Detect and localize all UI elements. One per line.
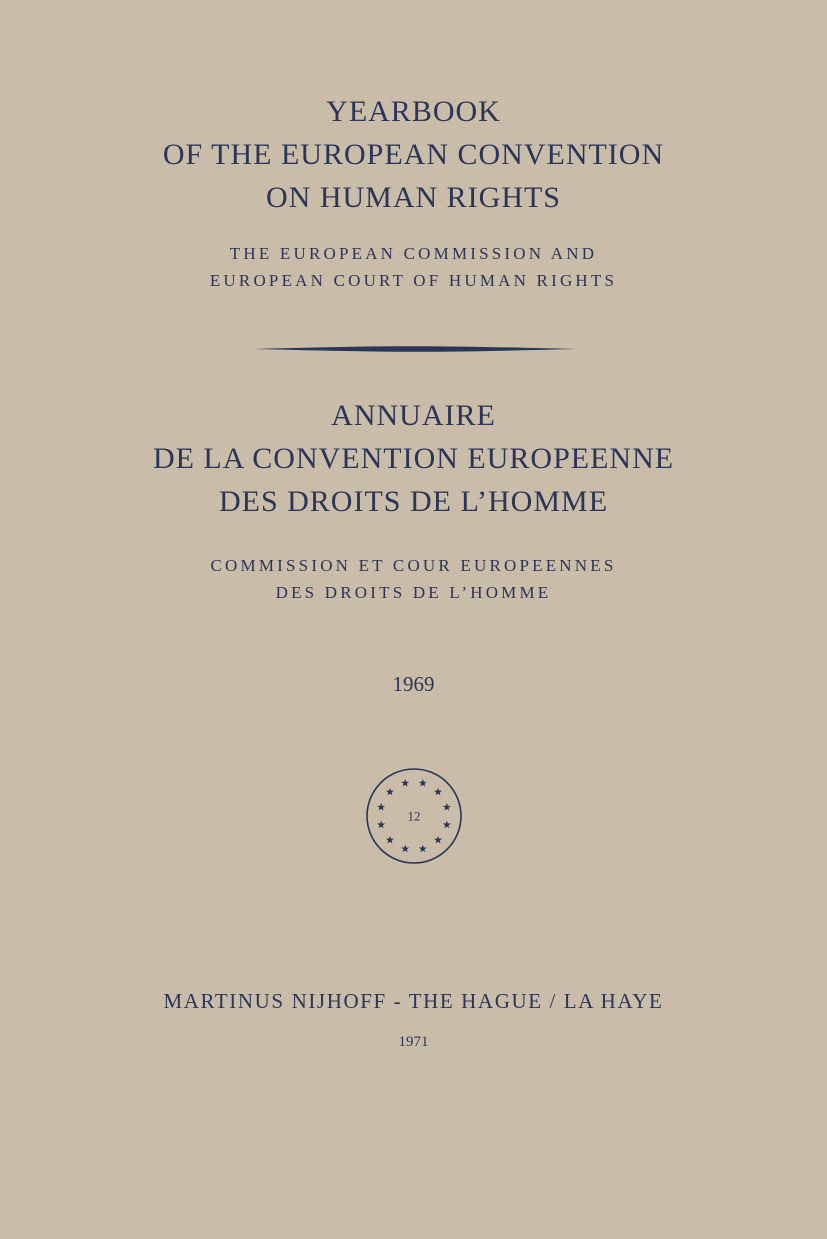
french-title-line-3: DES DROITS DE L’HOMME xyxy=(218,485,609,518)
english-title-line-1: YEARBOOK xyxy=(326,95,501,128)
publisher: MARTINUS NIJHOFF - THE HAGUE / LA HAYE xyxy=(163,989,664,1013)
star-icon xyxy=(377,821,385,829)
volume-year: 1969 xyxy=(392,672,435,696)
star-icon xyxy=(386,836,394,844)
star-icon xyxy=(401,845,409,853)
english-title-line-3: ON HUMAN RIGHTS xyxy=(265,181,561,214)
emblem-number: 12 xyxy=(407,808,421,824)
french-title-line-1: ANNUAIRE xyxy=(331,399,496,432)
english-subtitle-line-2: EUROPEAN COURT OF HUMAN RIGHTS xyxy=(209,271,618,290)
star-icon xyxy=(419,845,427,853)
star-icon xyxy=(401,779,409,787)
english-title-line-2: OF THE EUROPEAN CONVENTION xyxy=(162,138,665,171)
star-icon xyxy=(443,803,451,811)
council-of-europe-emblem xyxy=(364,766,464,866)
star-icon xyxy=(377,803,385,811)
decorative-rule xyxy=(252,343,576,355)
star-icon xyxy=(419,779,427,787)
star-icon xyxy=(434,836,442,844)
french-title-line-2: DE LA CONVENTION EUROPEENNE xyxy=(152,442,675,475)
french-subtitle-line-2: DES DROITS DE L’HOMME xyxy=(275,583,552,602)
star-icon xyxy=(386,788,394,796)
french-subtitle-line-1: COMMISSION ET COUR EUROPEENNES xyxy=(210,556,617,575)
publication-year: 1971 xyxy=(398,1034,429,1050)
star-icon xyxy=(434,788,442,796)
star-icon xyxy=(443,821,451,829)
english-subtitle-line-1: THE EUROPEAN COMMISSION AND xyxy=(229,244,598,263)
